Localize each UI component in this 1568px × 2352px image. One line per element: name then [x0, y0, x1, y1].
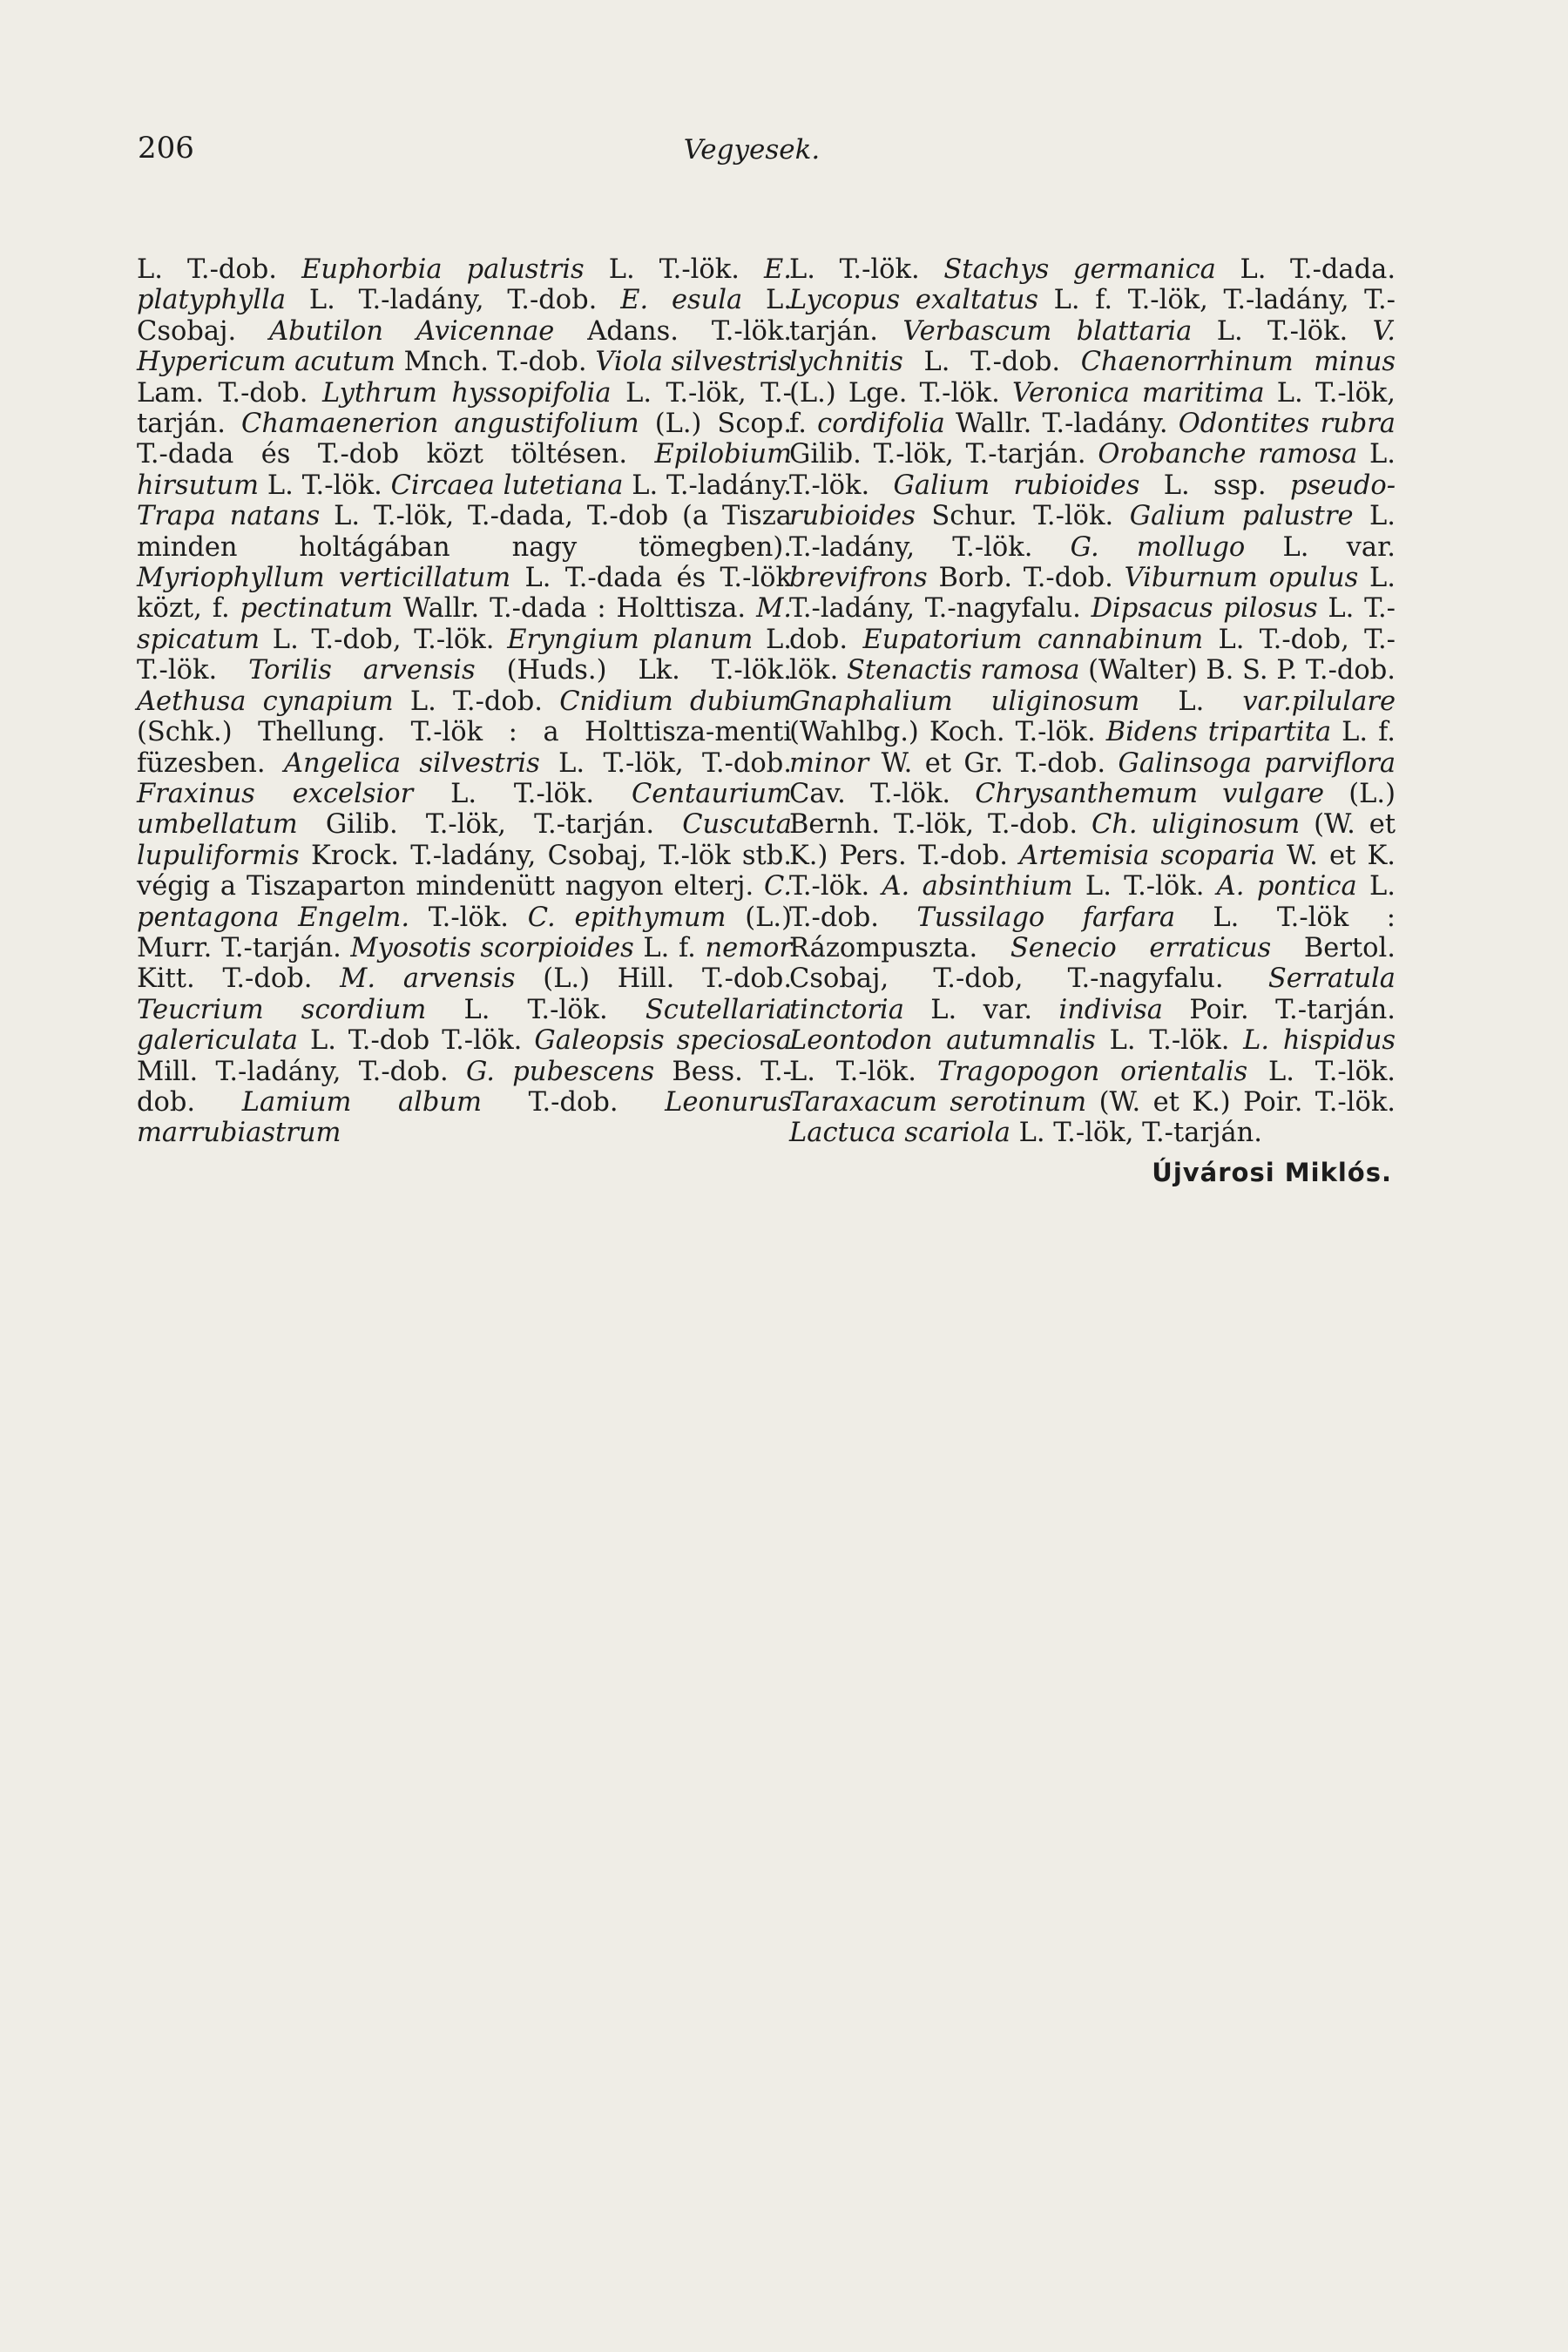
right-column-text: [789, 254, 1396, 1149]
species-name: M. spicatum: [137, 593, 792, 655]
species-name: Stenactis ramosa: [847, 655, 1080, 686]
species-name: pectinatum: [240, 593, 393, 625]
text-run: Wallr. T.-ladány.: [944, 409, 1179, 440]
species-name: Galeopsis speciosa: [534, 1025, 792, 1057]
text-run: L. T.-lök, f.: [789, 377, 1396, 440]
text-run: (Schk.) Thellung. T.-lök : a Holttisza-menti füzesben.: [137, 717, 792, 779]
species-name: V. lychnitis: [789, 315, 1396, 378]
species-name: Chamaenerion angustifolium: [240, 409, 639, 440]
species-name: E. esula: [620, 285, 743, 316]
text-run: Cav. T.-lök.: [789, 778, 976, 809]
text-run: L. T.-lök, T.-tarján.: [1010, 1118, 1262, 1149]
species-name: Leonurus marrubiastrum: [137, 1086, 792, 1149]
species-name: A. pontica: [1216, 871, 1357, 902]
text-run: (L.) Scop. T.-dada és T.-dob közt töltésen.: [137, 409, 792, 470]
text-run: L. T.-lök, T.-dob.: [539, 747, 792, 779]
species-name: Leontodon autumnalis: [789, 1025, 1096, 1057]
text-run: Kitt. T.-dob.: [137, 963, 341, 995]
text-run: Bertol. Csobaj, T.-dob, T.-nagyfalu.: [789, 932, 1396, 995]
species-name: Centaurium umbellatum: [137, 778, 792, 841]
species-name: Abutilon Avicennae: [269, 315, 555, 347]
text-run: L. T.-lök.: [259, 470, 391, 501]
species-name: Verbascum blattaria: [902, 315, 1193, 347]
text-run: L. T.-dob.: [789, 871, 1396, 933]
text-run: L. T.-lök.: [1072, 871, 1217, 902]
text-run: Wallr. T.-dada : Holttisza.: [392, 593, 757, 625]
left-column-text: [137, 254, 792, 1149]
species-name: Fraxinus excelsior: [137, 778, 414, 809]
species-name: Veronica maritima: [1011, 377, 1265, 409]
text-run: L. var.: [903, 994, 1059, 1025]
species-name: Engelm.: [298, 902, 410, 933]
text-run: L. T.-lök.: [137, 624, 792, 686]
species-name: var.pilulare: [1242, 686, 1396, 717]
text-run: (L.) Hill. T.-dob.: [515, 963, 793, 995]
text-run: L. T.-lök.: [1247, 1056, 1396, 1087]
text-run: Borb. T.-dob.: [927, 563, 1125, 594]
text-run: L. T.-dob.: [137, 254, 302, 285]
text-run: L. T.-lök.: [789, 1056, 937, 1087]
page-header: [129, 131, 1375, 183]
species-name: Teucrium scordium: [137, 994, 427, 1025]
text-run: L. T.-dada.: [1215, 254, 1396, 285]
species-name: Lycopus exaltatus: [789, 285, 1039, 316]
text-run: Krock. T.-ladány, Csobaj, T.-lök stb. végig a Tiszaparton mindenütt nagyon elterj.: [137, 840, 792, 902]
right-column: [789, 254, 1396, 1188]
species-name: C. epithymum: [527, 902, 727, 933]
species-name: Ch. uliginosum: [1091, 809, 1301, 841]
species-name: Scutellaria galericulata: [137, 994, 792, 1057]
text-run: L. f.: [1331, 717, 1396, 748]
text-run: (L.) Lge. T.-lök.: [789, 377, 1012, 409]
species-name: A. absinthium: [882, 871, 1073, 902]
text-run: L. T.-lök.: [426, 994, 645, 1025]
text-run: L. T.-lök.: [1095, 1025, 1244, 1057]
species-name: Senecio erraticus: [1010, 932, 1272, 963]
text-run: L. T.-lök.: [789, 254, 944, 285]
species-name: Artemisia scoparia: [1019, 840, 1275, 871]
text-run: L. T.-dob, T.-lök.: [789, 624, 1396, 686]
species-name: nemor: [705, 932, 792, 963]
species-name: C. pentagona: [137, 871, 792, 933]
species-name: Circaea lutetiana: [390, 470, 624, 501]
text-run: L. T.-lök, T.-dada, T.-dob (a Tisza minden holtágában nagy tömegben).: [137, 501, 792, 563]
species-name: Torilis arvensis: [248, 655, 476, 686]
species-name: Taraxacum serotinum: [789, 1086, 1087, 1118]
text-run: Bess. T.-dob.: [137, 1056, 792, 1118]
text-run: (W. et K.) Poir. T.-lök.: [1086, 1086, 1396, 1118]
species-name: Chaenorrhinum minus: [1080, 347, 1396, 378]
species-name: Lactuca scariola: [789, 1118, 1010, 1149]
species-name: Eupatorium cannabinum: [862, 624, 1204, 655]
text-run: L. f. T.-lök, T.-ladány, T.-tarján.: [789, 285, 1396, 347]
species-name: G. pubescens: [466, 1056, 655, 1087]
species-name: brevifrons: [789, 563, 928, 594]
species-name: Tussilago farfara: [916, 902, 1175, 933]
species-name: Myosotis scorpioides: [350, 932, 634, 963]
text-run: L. T.-lök.: [789, 439, 1396, 501]
species-name: Aethusa cynapium: [137, 686, 394, 717]
species-name: indivisa: [1058, 994, 1163, 1025]
species-name: Lamium album: [241, 1086, 483, 1118]
text-run: L. T.-ladány.: [623, 470, 792, 501]
species-name: Orobanche ramosa: [1098, 439, 1358, 470]
species-name: G. mollugo: [1070, 531, 1246, 563]
species-name: Bidens tripartita: [1105, 717, 1332, 748]
text-run: L. T.-lök.: [584, 254, 765, 285]
text-run: L. T.-dada és T.-lök közt, f.: [137, 563, 792, 625]
text-run: Schur. T.-lök.: [915, 501, 1130, 532]
text-run: Poir. T.-tarján.: [1162, 994, 1396, 1025]
text-run: (L.) Bernh. T.-lök, T.-dob.: [789, 778, 1396, 841]
species-name: Galinsoga parviflora: [1118, 747, 1396, 779]
left-column: [137, 254, 792, 1149]
species-name: Chrysanthemum vulgare: [975, 778, 1325, 809]
text-run: L. T.-dob.: [902, 347, 1081, 378]
text-run: L. f.: [633, 932, 706, 963]
text-run: L.: [1139, 686, 1243, 717]
species-name: minor: [789, 747, 869, 779]
text-run: T.-dob.: [482, 1086, 666, 1118]
species-name: L. hispidus: [1243, 1025, 1396, 1057]
species-name: Cuscuta lupuliformis: [137, 809, 792, 871]
species-name: pseudo-rubioides: [789, 470, 1396, 532]
species-name: Eryngium planum: [507, 624, 754, 655]
text-run: Mnch. T.-dob.: [395, 347, 596, 378]
species-name: Dipsacus pilosus: [1091, 593, 1318, 625]
text-run: Mill. T.-ladány, T.-dob.: [137, 1056, 467, 1087]
author-signature: Újvárosi Miklós.: [1152, 1157, 1392, 1187]
text-run: (Wahlbg.) Koch. T.-lök.: [789, 717, 1106, 748]
text-run: Gilib. T.-lök, T.-tarján.: [789, 439, 1098, 470]
species-name: Epilobium hirsutum: [137, 439, 792, 501]
running-head: Vegyesek.: [683, 134, 821, 166]
species-name: E. platyphylla: [137, 254, 792, 316]
species-name: Gnaphalium uliginosum: [789, 686, 1140, 717]
species-name: Tragopogon orientalis: [936, 1056, 1248, 1087]
text-run: L. T.-ladány, T.-dob.: [286, 285, 621, 316]
text-run: Gilib. T.-lök, T.-tarján.: [297, 809, 683, 841]
species-name: Lythrum hyssopifolia: [321, 377, 612, 409]
species-name: Cnidium dubium: [559, 686, 792, 717]
species-name: Galium rubioides: [893, 470, 1140, 501]
text-run: Lam. T.-dob.: [137, 377, 322, 409]
text-run: L. var.: [1245, 531, 1396, 563]
species-name: Hypericum acutum: [137, 347, 395, 378]
species-name: cordifolia: [817, 409, 945, 440]
text-run: W. et K. T.-lök.: [789, 840, 1396, 902]
text-run: L. T.-dob, T.-lök.: [260, 624, 508, 655]
text-run: L. T.-lök : Rázompuszta.: [789, 902, 1396, 963]
text-run: L. T.-ladány, T.-nagyfalu.: [789, 563, 1396, 625]
species-name: Angelica silvestris: [284, 747, 540, 779]
text-run: (Walter) B. S. P. T.-dob.: [1079, 655, 1396, 686]
text-run: L. ssp.: [1139, 470, 1290, 501]
species-name: Odontites rubra: [1178, 409, 1396, 440]
text-run: (L.) Murr. T.-tarján.: [137, 902, 792, 963]
species-name: Viburnum opulus: [1124, 563, 1359, 594]
text-run: [279, 902, 298, 933]
page-number: 206: [138, 131, 194, 166]
species-name: Viola silvestris: [595, 347, 792, 378]
text-run: Adans. T.-lök.: [554, 315, 793, 347]
species-name: Galium palustre: [1129, 501, 1354, 532]
text-run: W. et Gr. T.-dob.: [868, 747, 1119, 779]
text-run: (W. et K.) Pers. T.-dob.: [789, 809, 1396, 871]
species-name: Myriophyllum verticillatum: [137, 563, 511, 594]
text-run: L. T.-lök.: [1192, 315, 1373, 347]
text-run: L. T.-lök, T.-tarján.: [137, 377, 792, 440]
text-run: L. T.-dob.: [789, 593, 1396, 655]
species-name: Serratula tinctoria: [789, 963, 1396, 1025]
text-run: L. T.-lök.: [413, 778, 632, 809]
species-name: M. arvensis: [340, 963, 516, 995]
species-name: Trapa natans: [137, 501, 321, 532]
text-run: L. Csobaj.: [137, 285, 792, 347]
text-run: (Huds.) Lk. T.-lök.: [475, 655, 792, 686]
text-run: L. T.-ladány, T.-lök.: [789, 501, 1396, 563]
text-run: T.-lök.: [409, 902, 528, 933]
species-name: Euphorbia palustris: [301, 254, 585, 285]
text-run: L. T.-dob.: [393, 686, 560, 717]
species-name: Stachys germanica: [943, 254, 1216, 285]
text-run: L. T.-dob T.-lök.: [297, 1025, 535, 1057]
